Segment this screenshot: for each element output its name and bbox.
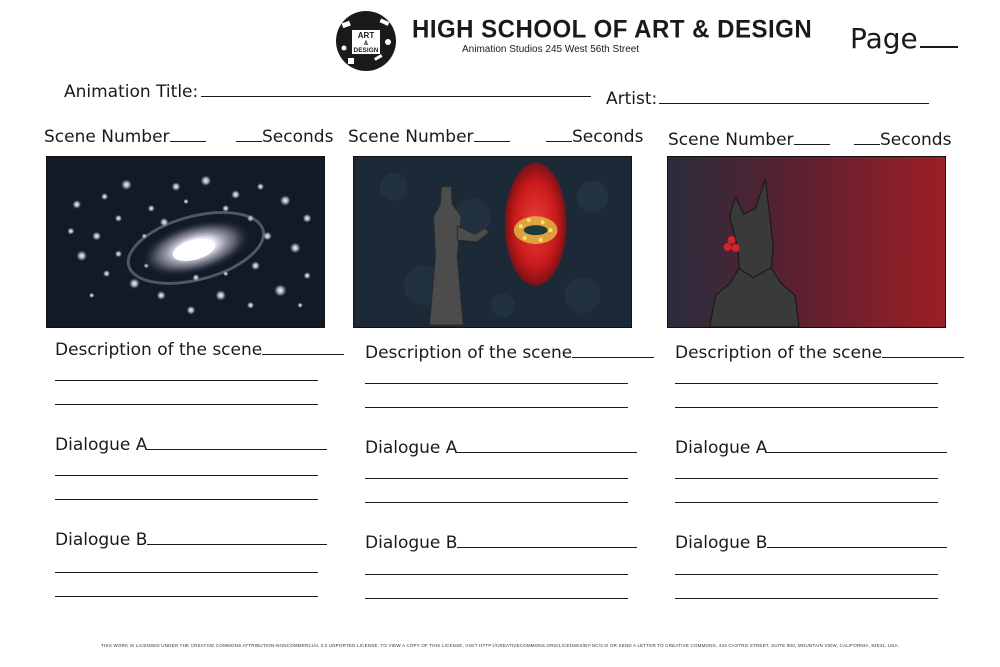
school-name: HIGH SCHOOL OF ART & DESIGN (412, 15, 813, 44)
description-line[interactable] (365, 407, 628, 408)
description-blank[interactable] (882, 343, 964, 358)
seconds-blank[interactable] (854, 130, 880, 145)
description-label: Description of the scene (55, 340, 263, 360)
dialogue-b-field[interactable] (55, 530, 327, 550)
description-line[interactable] (675, 407, 938, 408)
page-label: Page (850, 22, 918, 55)
description-line[interactable] (55, 404, 318, 405)
scene-number-blank[interactable] (794, 130, 830, 145)
dialogue-a-line[interactable] (55, 475, 318, 476)
description-field[interactable] (365, 343, 654, 363)
scene-1-image (46, 156, 325, 328)
scene-number-blank[interactable] (170, 127, 206, 142)
description-line[interactable] (55, 380, 318, 381)
description-line[interactable] (365, 383, 628, 384)
description-label: Description of the scene (675, 343, 883, 363)
dialogue-b-blank[interactable] (767, 533, 947, 548)
scene-number-label: Scene Number (668, 130, 794, 150)
dialogue-b-line[interactable] (675, 574, 938, 575)
animation-title-blank[interactable] (201, 82, 591, 97)
license-footer: THIS WORK IS LICENSED UNDER THE CREATIVE COMMONS ATTRIBUTION-NONCOMMERCIAL 3.0 UNPORTED LICENSE. TO VIEW A COPY OF THIS LICENSE, VISIT HTTP://CREATIVECOMMONS.ORG/LICENSES/BY-NC/3.0/ OR SEND A LETTER TO CREATIVE COMMONS, 444 CASTRO STREET, SUITE 900, MOUNTAIN VIEW, CALIFORNIA, 94041, USA. (100, 643, 900, 648)
scene-number-blank[interactable] (474, 127, 510, 142)
description-blank[interactable] (262, 340, 344, 355)
description-label: Description of the scene (365, 343, 573, 363)
logo-text-amp: & (363, 41, 369, 47)
dialogue-a-line[interactable] (55, 499, 318, 500)
animation-title-field[interactable] (64, 82, 591, 102)
description-field[interactable] (55, 340, 344, 360)
scene-number-field[interactable] (348, 127, 510, 147)
school-subtitle: Animation Studios 245 West 56th Street (462, 44, 640, 55)
dialogue-a-blank[interactable] (767, 438, 947, 453)
seconds-label: Seconds (880, 130, 952, 150)
dialogue-a-label: Dialogue A (365, 438, 458, 458)
dialogue-b-field[interactable] (365, 533, 637, 553)
scene-2-image (353, 156, 632, 328)
dialogue-b-line[interactable] (365, 598, 628, 599)
dialogue-b-field[interactable] (675, 533, 947, 553)
page-number-blank[interactable] (920, 22, 958, 48)
scene-number-field[interactable] (44, 127, 206, 147)
cloaked-figure-red-portal-image-icon (354, 157, 631, 327)
horned-figure-red-eyes-image-icon (668, 157, 945, 327)
seconds-label: Seconds (572, 127, 644, 147)
animation-title-label: Animation Title: (64, 82, 199, 102)
dialogue-a-line[interactable] (675, 478, 938, 479)
description-field[interactable] (675, 343, 964, 363)
dialogue-b-line[interactable] (55, 596, 318, 597)
dialogue-b-label: Dialogue B (55, 530, 148, 550)
dialogue-b-line[interactable] (55, 572, 318, 573)
school-logo (330, 8, 402, 74)
scene-number-label: Scene Number (348, 127, 474, 147)
scene-3-image (667, 156, 946, 328)
seconds-blank[interactable] (546, 127, 572, 142)
dialogue-a-field[interactable] (55, 435, 327, 455)
dialogue-b-blank[interactable] (457, 533, 637, 548)
seconds-label: Seconds (262, 127, 334, 147)
dialogue-a-line[interactable] (365, 478, 628, 479)
dialogue-b-line[interactable] (365, 574, 628, 575)
artist-field[interactable] (606, 89, 929, 109)
seconds-blank[interactable] (236, 127, 262, 142)
dialogue-a-field[interactable] (365, 438, 637, 458)
dialogue-a-field[interactable] (675, 438, 947, 458)
logo-text-design: DESIGN (353, 47, 379, 54)
seconds-field[interactable] (236, 127, 333, 147)
seconds-field[interactable] (546, 127, 643, 147)
dialogue-a-blank[interactable] (457, 438, 637, 453)
dialogue-a-label: Dialogue A (55, 435, 148, 455)
dialogue-b-line[interactable] (675, 598, 938, 599)
dialogue-b-blank[interactable] (147, 530, 327, 545)
spiral-galaxy-starfield-image-icon (47, 157, 324, 327)
logo-text-art: ART (357, 31, 375, 40)
dialogue-a-label: Dialogue A (675, 438, 768, 458)
dialogue-a-line[interactable] (675, 502, 938, 503)
dialogue-b-label: Dialogue B (675, 533, 768, 553)
dialogue-b-label: Dialogue B (365, 533, 458, 553)
artist-label: Artist: (606, 89, 658, 109)
seconds-field[interactable] (854, 130, 951, 150)
description-line[interactable] (675, 383, 938, 384)
dialogue-a-blank[interactable] (147, 435, 327, 450)
scene-number-field[interactable] (668, 130, 830, 150)
artist-blank[interactable] (659, 89, 929, 104)
art-and-design-collage-logo-icon (330, 8, 402, 74)
page-number-field[interactable] (850, 22, 958, 55)
description-blank[interactable] (572, 343, 654, 358)
dialogue-a-line[interactable] (365, 502, 628, 503)
scene-number-label: Scene Number (44, 127, 170, 147)
